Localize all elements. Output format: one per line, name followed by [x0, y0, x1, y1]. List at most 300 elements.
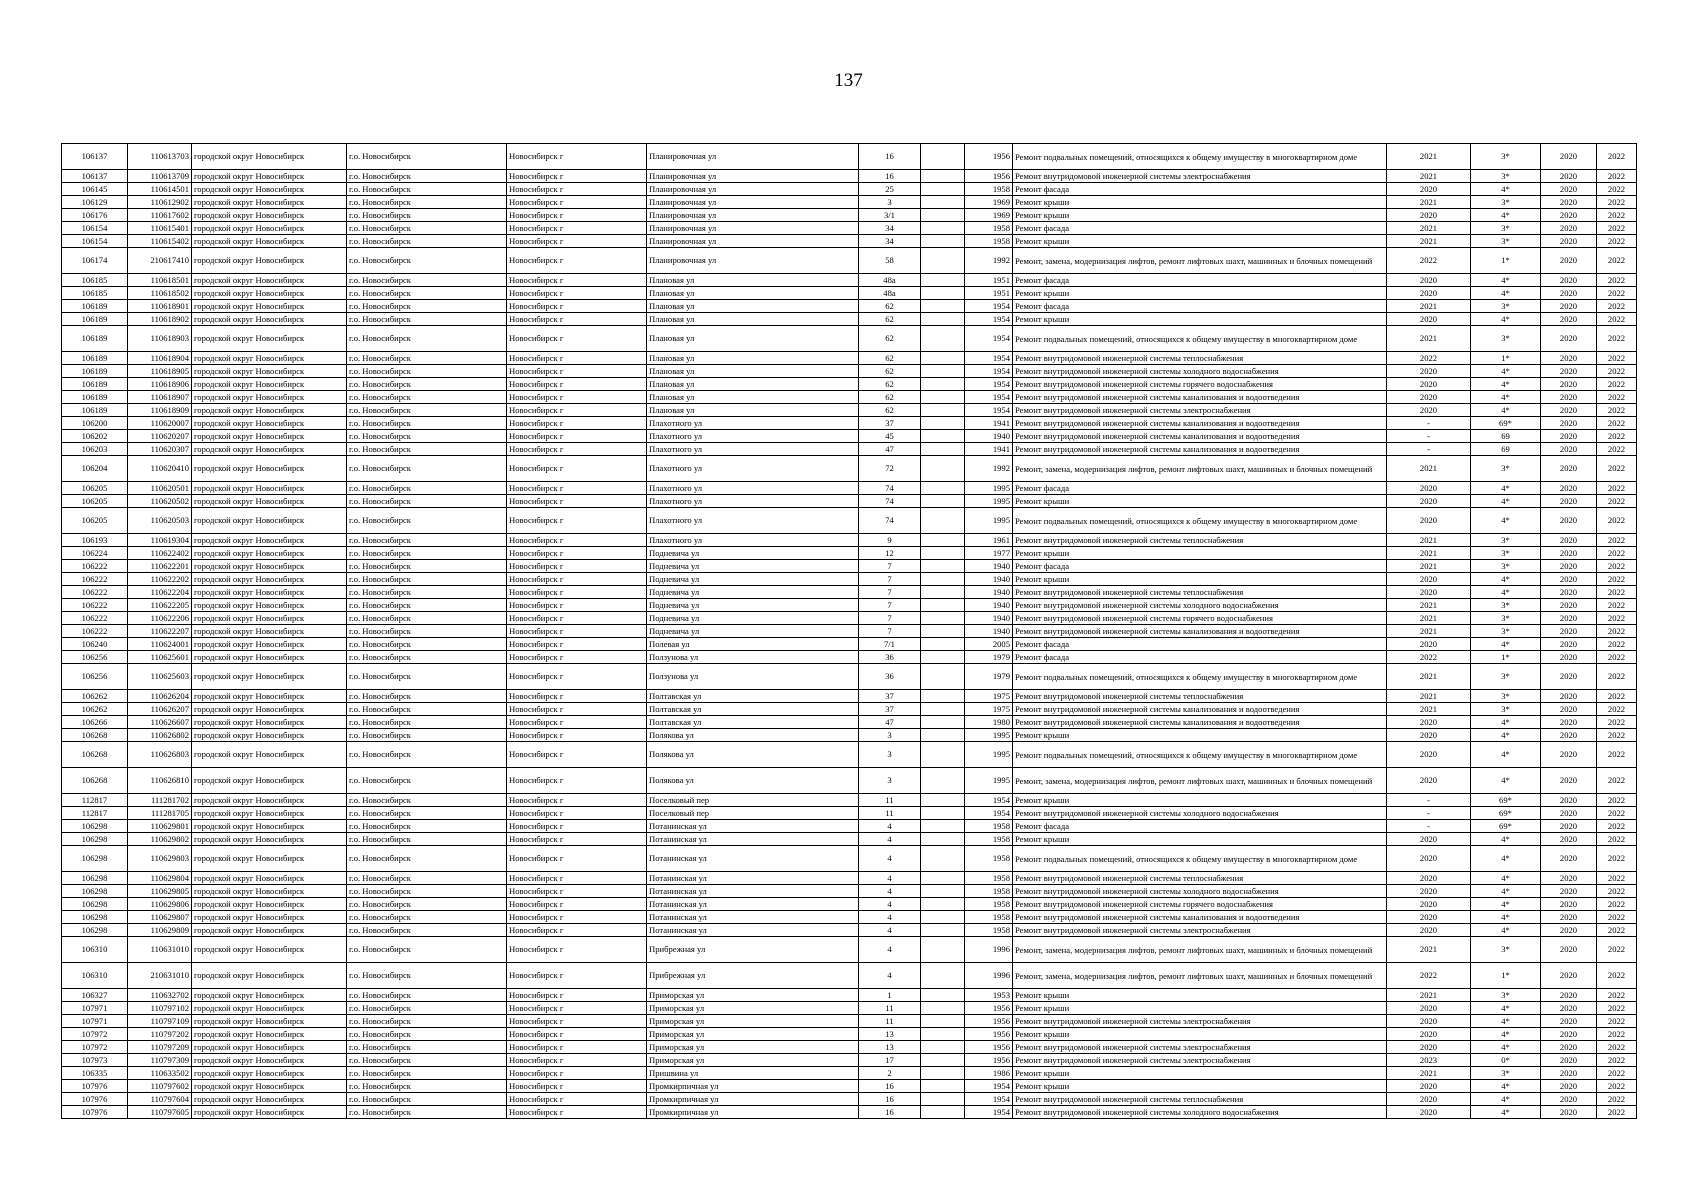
cell-plan-year: 2020	[1387, 638, 1471, 651]
cell-period-end: 2022	[1597, 287, 1637, 300]
cell-work-type: Ремонт внутридомовой инженерной системы канализования и водоотведения	[1013, 716, 1387, 729]
cell-period-start: 2020	[1541, 352, 1597, 365]
cell-period-start: 2020	[1541, 235, 1597, 248]
cell-municipality: городской округ Новосибирск	[192, 690, 347, 703]
cell-house-id: 106310	[62, 937, 128, 963]
cell-work-type: Ремонт подвальных помещений, относящихся к общему имуществу в многоквартирном доме	[1013, 326, 1387, 352]
cell-street: Плановая ул	[647, 274, 859, 287]
table-row	[62, 1041, 1637, 1054]
cell-period-end: 2022	[1597, 794, 1637, 807]
cell-plan-year: 2020	[1387, 716, 1471, 729]
cell-period-end: 2022	[1597, 729, 1637, 742]
cell-work-id: 110629806	[128, 898, 192, 911]
table-row	[62, 885, 1637, 898]
cell-city-district: г.о. Новосибирск	[347, 1002, 507, 1015]
cell-street: Потанинская ул	[647, 872, 859, 885]
cell-city-district: г.о. Новосибирск	[347, 1067, 507, 1080]
cell-work-type: Ремонт фасада	[1013, 300, 1387, 313]
cell-settlement: Новосибирск г	[507, 1041, 647, 1054]
cell-period-end: 2022	[1597, 1106, 1637, 1119]
cell-house-id: 106189	[62, 391, 128, 404]
cell-municipality: городской округ Новосибирск	[192, 716, 347, 729]
cell-street: Полтавская ул	[647, 703, 859, 716]
cell-period-start: 2020	[1541, 1067, 1597, 1080]
cell-period-end: 2022	[1597, 1093, 1637, 1106]
cell-build-year: 1956	[965, 1015, 1013, 1028]
cell-house-number: 74	[859, 495, 921, 508]
cell-work-type: Ремонт внутридомовой инженерной системы теплоснабжения	[1013, 1093, 1387, 1106]
cell-building	[921, 196, 965, 209]
cell-priority: 4*	[1471, 1028, 1541, 1041]
cell-settlement: Новосибирск г	[507, 833, 647, 846]
cell-priority: 3*	[1471, 612, 1541, 625]
cell-house-id: 106298	[62, 846, 128, 872]
cell-house-number: 16	[859, 1093, 921, 1106]
cell-house-number: 62	[859, 326, 921, 352]
cell-settlement: Новосибирск г	[507, 196, 647, 209]
cell-municipality: городской округ Новосибирск	[192, 534, 347, 547]
cell-street: Потанинская ул	[647, 846, 859, 872]
cell-work-id: 110618906	[128, 378, 192, 391]
cell-settlement: Новосибирск г	[507, 794, 647, 807]
cell-street: Прибрежная ул	[647, 963, 859, 989]
cell-priority: 3*	[1471, 300, 1541, 313]
cell-period-end: 2022	[1597, 1028, 1637, 1041]
cell-work-type: Ремонт, замена, модернизация лифтов, ремонт лифтовых шахт, машинных и блочных помещений	[1013, 937, 1387, 963]
cell-settlement: Новосибирск г	[507, 183, 647, 196]
cell-work-id: 110618904	[128, 352, 192, 365]
cell-period-end: 2022	[1597, 638, 1637, 651]
cell-build-year: 1992	[965, 248, 1013, 274]
cell-street: Полякова ул	[647, 742, 859, 768]
cell-street: Промкирпичная ул	[647, 1093, 859, 1106]
cell-build-year: 1941	[965, 417, 1013, 430]
cell-priority: 4*	[1471, 287, 1541, 300]
cell-build-year: 1941	[965, 443, 1013, 456]
table-row	[62, 404, 1637, 417]
cell-plan-year: 2021	[1387, 989, 1471, 1002]
cell-work-type: Ремонт крыши	[1013, 313, 1387, 326]
cell-plan-year: 2020	[1387, 846, 1471, 872]
cell-street: Промкирпичная ул	[647, 1080, 859, 1093]
cell-building	[921, 729, 965, 742]
cell-priority: 3*	[1471, 547, 1541, 560]
cell-municipality: городской округ Новосибирск	[192, 807, 347, 820]
cell-period-end: 2022	[1597, 313, 1637, 326]
cell-period-end: 2022	[1597, 1015, 1637, 1028]
cell-house-id: 106205	[62, 482, 128, 495]
cell-settlement: Новосибирск г	[507, 1093, 647, 1106]
cell-work-id: 110797605	[128, 1106, 192, 1119]
cell-work-type: Ремонт крыши	[1013, 794, 1387, 807]
cell-period-end: 2022	[1597, 560, 1637, 573]
cell-house-id: 106205	[62, 495, 128, 508]
registry-body	[62, 144, 1637, 1119]
cell-work-id: 111281702	[128, 794, 192, 807]
cell-build-year: 1954	[965, 300, 1013, 313]
table-row	[62, 287, 1637, 300]
cell-period-start: 2020	[1541, 742, 1597, 768]
cell-house-number: 3	[859, 768, 921, 794]
cell-priority: 69	[1471, 443, 1541, 456]
cell-municipality: городской округ Новосибирск	[192, 742, 347, 768]
cell-building	[921, 183, 965, 196]
cell-period-end: 2022	[1597, 300, 1637, 313]
cell-municipality: городской округ Новосибирск	[192, 937, 347, 963]
table-row	[62, 560, 1637, 573]
cell-street: Планировочная ул	[647, 235, 859, 248]
cell-priority: 4*	[1471, 313, 1541, 326]
cell-city-district: г.о. Новосибирск	[347, 1015, 507, 1028]
cell-city-district: г.о. Новосибирск	[347, 846, 507, 872]
cell-build-year: 1940	[965, 573, 1013, 586]
cell-house-number: 62	[859, 391, 921, 404]
cell-building	[921, 1080, 965, 1093]
cell-work-type: Ремонт фасада	[1013, 482, 1387, 495]
cell-municipality: городской округ Новосибирск	[192, 898, 347, 911]
cell-house-id: 106137	[62, 144, 128, 170]
cell-city-district: г.о. Новосибирск	[347, 664, 507, 690]
cell-house-number: 7	[859, 560, 921, 573]
cell-plan-year: 2020	[1387, 378, 1471, 391]
cell-city-district: г.о. Новосибирск	[347, 729, 507, 742]
cell-house-number: 48а	[859, 287, 921, 300]
cell-priority: 3*	[1471, 664, 1541, 690]
cell-plan-year: 2020	[1387, 508, 1471, 534]
cell-house-number: 9	[859, 534, 921, 547]
cell-settlement: Новосибирск г	[507, 417, 647, 430]
cell-house-id: 106203	[62, 443, 128, 456]
cell-building	[921, 625, 965, 638]
cell-build-year: 1995	[965, 768, 1013, 794]
cell-period-end: 2022	[1597, 872, 1637, 885]
cell-build-year: 1954	[965, 378, 1013, 391]
cell-work-type: Ремонт фасада	[1013, 183, 1387, 196]
cell-building	[921, 1067, 965, 1080]
table-row	[62, 690, 1637, 703]
table-row	[62, 573, 1637, 586]
cell-period-end: 2022	[1597, 1080, 1637, 1093]
cell-plan-year: -	[1387, 417, 1471, 430]
cell-house-id: 106189	[62, 378, 128, 391]
cell-period-end: 2022	[1597, 911, 1637, 924]
cell-build-year: 1975	[965, 690, 1013, 703]
cell-house-number: 37	[859, 703, 921, 716]
cell-settlement: Новосибирск г	[507, 1015, 647, 1028]
cell-work-type: Ремонт внутридомовой инженерной системы электроснабжения	[1013, 404, 1387, 417]
cell-priority: 4*	[1471, 885, 1541, 898]
cell-settlement: Новосибирск г	[507, 599, 647, 612]
cell-house-id: 112817	[62, 794, 128, 807]
cell-work-id: 110619304	[128, 534, 192, 547]
cell-building	[921, 1106, 965, 1119]
cell-municipality: городской округ Новосибирск	[192, 560, 347, 573]
cell-work-type: Ремонт крыши	[1013, 989, 1387, 1002]
cell-period-end: 2022	[1597, 820, 1637, 833]
cell-house-number: 4	[859, 846, 921, 872]
cell-city-district: г.о. Новосибирск	[347, 495, 507, 508]
cell-house-number: 62	[859, 378, 921, 391]
cell-plan-year: 2020	[1387, 729, 1471, 742]
cell-house-id: 106222	[62, 586, 128, 599]
cell-house-id: 107972	[62, 1041, 128, 1054]
cell-build-year: 1996	[965, 937, 1013, 963]
table-row	[62, 495, 1637, 508]
cell-street: Плановая ул	[647, 378, 859, 391]
cell-plan-year: -	[1387, 807, 1471, 820]
cell-municipality: городской округ Новосибирск	[192, 1106, 347, 1119]
cell-build-year: 1980	[965, 716, 1013, 729]
cell-building	[921, 599, 965, 612]
cell-build-year: 1956	[965, 1041, 1013, 1054]
cell-street: Подневича ул	[647, 573, 859, 586]
cell-work-id: 110622207	[128, 625, 192, 638]
cell-priority: 4*	[1471, 1015, 1541, 1028]
table-row	[62, 586, 1637, 599]
cell-settlement: Новосибирск г	[507, 391, 647, 404]
cell-build-year: 1956	[965, 1054, 1013, 1067]
cell-build-year: 1954	[965, 1093, 1013, 1106]
table-row	[62, 872, 1637, 885]
cell-work-id: 110618907	[128, 391, 192, 404]
cell-settlement: Новосибирск г	[507, 170, 647, 183]
cell-municipality: городской округ Новосибирск	[192, 495, 347, 508]
cell-municipality: городской округ Новосибирск	[192, 326, 347, 352]
cell-work-type: Ремонт внутридомовой инженерной системы электроснабжения	[1013, 1015, 1387, 1028]
cell-house-id: 106298	[62, 898, 128, 911]
cell-house-number: 16	[859, 1080, 921, 1093]
cell-plan-year: 2021	[1387, 1067, 1471, 1080]
cell-work-type: Ремонт крыши	[1013, 196, 1387, 209]
table-row	[62, 651, 1637, 664]
cell-house-number: 3	[859, 729, 921, 742]
cell-settlement: Новосибирск г	[507, 443, 647, 456]
cell-work-id: 110622402	[128, 547, 192, 560]
cell-house-number: 4	[859, 833, 921, 846]
cell-period-start: 2020	[1541, 963, 1597, 989]
cell-work-type: Ремонт подвальных помещений, относящихся к общему имуществу в многоквартирном доме	[1013, 144, 1387, 170]
cell-period-start: 2020	[1541, 391, 1597, 404]
cell-period-end: 2022	[1597, 898, 1637, 911]
cell-plan-year: 2020	[1387, 1015, 1471, 1028]
cell-house-number: 34	[859, 235, 921, 248]
cell-period-start: 2020	[1541, 495, 1597, 508]
cell-build-year: 1951	[965, 274, 1013, 287]
cell-work-id: 110620007	[128, 417, 192, 430]
cell-settlement: Новосибирск г	[507, 1067, 647, 1080]
cell-plan-year: 2021	[1387, 547, 1471, 560]
cell-build-year: 1995	[965, 742, 1013, 768]
cell-municipality: городской округ Новосибирск	[192, 729, 347, 742]
cell-period-end: 2022	[1597, 846, 1637, 872]
cell-city-district: г.о. Новосибирск	[347, 963, 507, 989]
cell-plan-year: 2021	[1387, 456, 1471, 482]
cell-street: Плановая ул	[647, 365, 859, 378]
cell-building	[921, 833, 965, 846]
cell-building	[921, 1015, 965, 1028]
cell-settlement: Новосибирск г	[507, 300, 647, 313]
cell-house-number: 3/1	[859, 209, 921, 222]
cell-plan-year: -	[1387, 430, 1471, 443]
cell-city-district: г.о. Новосибирск	[347, 196, 507, 209]
cell-plan-year: 2020	[1387, 274, 1471, 287]
cell-plan-year: 2021	[1387, 625, 1471, 638]
cell-period-start: 2020	[1541, 768, 1597, 794]
cell-house-id: 106137	[62, 170, 128, 183]
cell-priority: 4*	[1471, 1093, 1541, 1106]
cell-plan-year: 2020	[1387, 365, 1471, 378]
cell-street: Потанинская ул	[647, 885, 859, 898]
cell-period-start: 2020	[1541, 508, 1597, 534]
cell-period-end: 2022	[1597, 963, 1637, 989]
cell-period-start: 2020	[1541, 989, 1597, 1002]
cell-build-year: 1954	[965, 391, 1013, 404]
cell-priority: 0*	[1471, 1054, 1541, 1067]
cell-plan-year: 2020	[1387, 1028, 1471, 1041]
cell-building	[921, 768, 965, 794]
cell-city-district: г.о. Новосибирск	[347, 898, 507, 911]
cell-municipality: городской округ Новосибирск	[192, 664, 347, 690]
cell-work-id: 110629804	[128, 872, 192, 885]
table-row	[62, 170, 1637, 183]
cell-municipality: городской округ Новосибирск	[192, 170, 347, 183]
cell-period-start: 2020	[1541, 638, 1597, 651]
cell-priority: 3*	[1471, 625, 1541, 638]
cell-work-id: 210617410	[128, 248, 192, 274]
cell-house-number: 25	[859, 183, 921, 196]
table-row	[62, 794, 1637, 807]
cell-street: Полякова ул	[647, 768, 859, 794]
cell-work-type: Ремонт крыши	[1013, 1080, 1387, 1093]
cell-period-start: 2020	[1541, 183, 1597, 196]
cell-work-id: 110626803	[128, 742, 192, 768]
cell-city-district: г.о. Новосибирск	[347, 560, 507, 573]
cell-period-start: 2020	[1541, 625, 1597, 638]
cell-plan-year: 2020	[1387, 495, 1471, 508]
cell-house-number: 7/1	[859, 638, 921, 651]
cell-build-year: 1979	[965, 651, 1013, 664]
cell-plan-year: 2020	[1387, 742, 1471, 768]
cell-work-type: Ремонт внутридомовой инженерной системы теплоснабжения	[1013, 872, 1387, 885]
cell-city-district: г.о. Новосибирск	[347, 404, 507, 417]
cell-municipality: городской округ Новосибирск	[192, 391, 347, 404]
cell-street: Планировочная ул	[647, 183, 859, 196]
cell-period-end: 2022	[1597, 807, 1637, 820]
cell-building	[921, 300, 965, 313]
cell-work-type: Ремонт внутридомовой инженерной системы холодного водоснабжения	[1013, 599, 1387, 612]
cell-city-district: г.о. Новосибирск	[347, 703, 507, 716]
cell-priority: 4*	[1471, 833, 1541, 846]
cell-city-district: г.о. Новосибирск	[347, 1028, 507, 1041]
cell-work-id: 110618501	[128, 274, 192, 287]
cell-building	[921, 534, 965, 547]
cell-house-id: 106268	[62, 768, 128, 794]
cell-work-id: 110626607	[128, 716, 192, 729]
cell-work-id: 110618905	[128, 365, 192, 378]
cell-house-id: 106189	[62, 352, 128, 365]
cell-settlement: Новосибирск г	[507, 1002, 647, 1015]
cell-period-start: 2020	[1541, 222, 1597, 235]
cell-settlement: Новосибирск г	[507, 209, 647, 222]
cell-building	[921, 235, 965, 248]
cell-plan-year: 2021	[1387, 170, 1471, 183]
cell-period-start: 2020	[1541, 872, 1597, 885]
cell-settlement: Новосибирск г	[507, 534, 647, 547]
cell-period-end: 2022	[1597, 547, 1637, 560]
cell-plan-year: 2020	[1387, 1041, 1471, 1054]
cell-work-id: 110612902	[128, 196, 192, 209]
cell-street: Планировочная ул	[647, 209, 859, 222]
cell-house-id: 106262	[62, 690, 128, 703]
cell-period-start: 2020	[1541, 586, 1597, 599]
cell-period-start: 2020	[1541, 716, 1597, 729]
cell-house-number: 62	[859, 404, 921, 417]
table-row	[62, 1002, 1637, 1015]
cell-build-year: 1940	[965, 560, 1013, 573]
cell-house-number: 11	[859, 794, 921, 807]
cell-period-start: 2020	[1541, 924, 1597, 937]
cell-house-id: 106205	[62, 508, 128, 534]
table-row	[62, 612, 1637, 625]
cell-priority: 4*	[1471, 508, 1541, 534]
cell-build-year: 1995	[965, 482, 1013, 495]
cell-plan-year: 2021	[1387, 664, 1471, 690]
cell-period-start: 2020	[1541, 547, 1597, 560]
cell-building	[921, 443, 965, 456]
cell-work-id: 110620503	[128, 508, 192, 534]
cell-house-number: 16	[859, 170, 921, 183]
cell-municipality: городской округ Новосибирск	[192, 872, 347, 885]
cell-plan-year: 2022	[1387, 248, 1471, 274]
cell-period-start: 2020	[1541, 1106, 1597, 1119]
cell-period-end: 2022	[1597, 443, 1637, 456]
cell-city-district: г.о. Новосибирск	[347, 807, 507, 820]
cell-building	[921, 144, 965, 170]
cell-work-type: Ремонт фасада	[1013, 638, 1387, 651]
cell-work-type: Ремонт крыши	[1013, 833, 1387, 846]
cell-municipality: городской округ Новосибирск	[192, 1093, 347, 1106]
cell-build-year: 1969	[965, 196, 1013, 209]
cell-period-start: 2020	[1541, 248, 1597, 274]
cell-work-type: Ремонт внутридомовой инженерной системы канализования и водоотведения	[1013, 703, 1387, 716]
cell-house-number: 45	[859, 430, 921, 443]
cell-house-number: 7	[859, 586, 921, 599]
cell-priority: 4*	[1471, 638, 1541, 651]
cell-plan-year: 2021	[1387, 222, 1471, 235]
cell-work-type: Ремонт фасада	[1013, 651, 1387, 664]
cell-build-year: 1986	[965, 1067, 1013, 1080]
cell-plan-year: 2021	[1387, 612, 1471, 625]
cell-work-type: Ремонт внутридомовой инженерной системы холодного водоснабжения	[1013, 807, 1387, 820]
cell-period-end: 2022	[1597, 144, 1637, 170]
cell-work-id: 110620410	[128, 456, 192, 482]
cell-house-number: 34	[859, 222, 921, 235]
cell-municipality: городской округ Новосибирск	[192, 209, 347, 222]
cell-city-district: г.о. Новосибирск	[347, 365, 507, 378]
cell-building	[921, 1041, 965, 1054]
cell-work-type: Ремонт фасада	[1013, 560, 1387, 573]
cell-build-year: 1958	[965, 872, 1013, 885]
cell-city-district: г.о. Новосибирск	[347, 222, 507, 235]
cell-settlement: Новосибирск г	[507, 768, 647, 794]
cell-work-id: 110632702	[128, 989, 192, 1002]
cell-street: Потанинская ул	[647, 833, 859, 846]
cell-period-end: 2022	[1597, 651, 1637, 664]
cell-house-id: 106145	[62, 183, 128, 196]
cell-street: Планировочная ул	[647, 170, 859, 183]
cell-work-type: Ремонт крыши	[1013, 573, 1387, 586]
cell-period-start: 2020	[1541, 144, 1597, 170]
